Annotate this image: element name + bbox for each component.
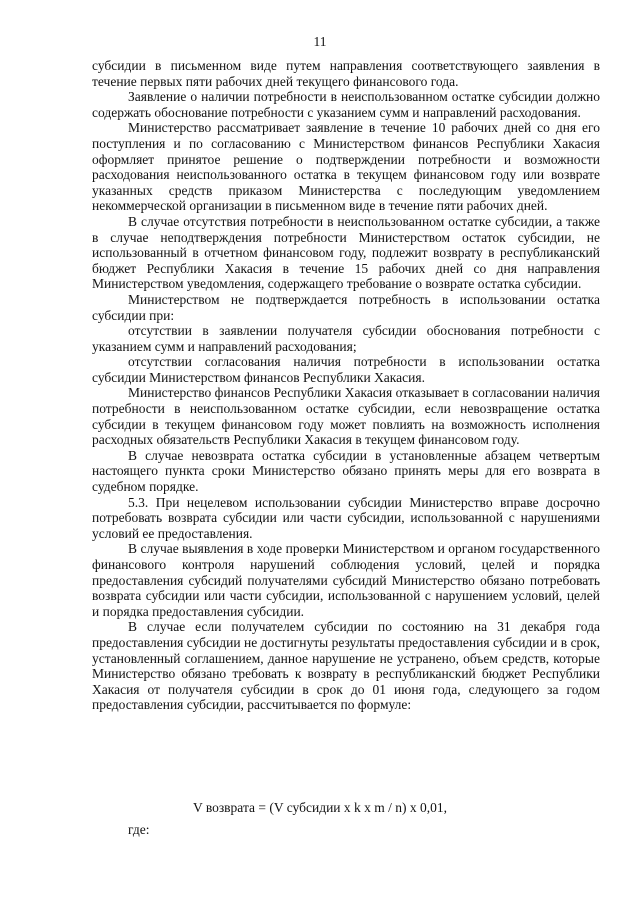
paragraph: Заявление о наличии потребности в неиспользованном остатке субсидии должно содержать обоснование потребности с указанием сумм и направлений расходования. <box>92 89 600 120</box>
document-body <box>92 58 600 713</box>
formula: V возврата = (V субсидии x k x m / n) x 0,01, <box>192 800 448 815</box>
paragraph: В случае отсутствия потребности в неиспользованном остатке субсидии, а также в случае неподтверждения потребности Министерством остаток субсидии, не использованный в отчетном финансовом году, подлежит возврату в республиканский бюджет Республики Хакасия в течение 15 рабочих дней со дня направления Министерством уведомления, содержащего требование о возврате остатка субсидии. <box>92 213 600 292</box>
paragraph: В случае выявления в ходе проверки Министерством и органом государственного финансового контроля нарушений соблюдения условий, целей и порядка предоставления субсидий получателями субсидий Министерство обязано потребовать возврата субсидии или части субсидии, использованной с нарушением условий, целей и порядка предоставления субсидии. <box>92 541 600 619</box>
where-label: где: <box>128 822 150 837</box>
paragraph: Министерство финансов Республики Хакасия отказывает в согласовании наличия потребности в неиспользованном остатке субсидии, если невозвращение остатка субсидии в текущем финансовом году может повлиять на возможность исполнения расходных обязательств Республики Хакасия в текущем финансовом году. <box>92 385 600 448</box>
paragraph: отсутствии согласования наличия потребности в использовании остатка субсидии Министерством финансов Республики Хакасия. <box>92 354 600 385</box>
paragraph: Министерство рассматривает заявление в течение 10 рабочих дней со дня его поступления и по согласованию с Министерством финансов Республики Хакасия оформляет принятое решение о подтверждении потребности и возможности расходования неиспользованного остатка в текущем финансовом году или возврате указанных средств приказом Министерства с последующим уведомлением некоммерческой организации в письменном виде в течение пяти рабочих дней. <box>92 120 600 214</box>
paragraph: отсутствии в заявлении получателя субсидии обоснования потребности с указанием сумм и направлений расходования; <box>92 323 600 354</box>
paragraph: В случае невозврата остатка субсидии в установленные абзацем четвертым настоящего пункта сроки Министерство обязано принять меры для его возврата в судебном порядке. <box>92 447 600 495</box>
paragraph: Министерством не подтверждается потребность в использовании остатка субсидии при: <box>92 291 600 323</box>
paragraph: 5.3. При нецелевом использовании субсидии Министерство вправе досрочно потребовать возврата субсидии или части субсидии, использованной с нарушениями условий ее предоставления. <box>92 494 600 541</box>
paragraph: В случае если получателем субсидии по состоянию на 31 декабря года предоставления субсидии не достигнуты результаты предоставления субсидии и в срок, установленный соглашением, данное нарушение не устранено, объем средств, которые Министерство обязано требовать к возврату в республиканский бюджет Республики Хакасия от получателя субсидии в срок до 01 июня года, следующего за годом предоставления субсидии, рассчитывается по формуле: <box>92 619 600 713</box>
page-number: 11 <box>313 34 327 49</box>
paragraph: субсидии в письменном виде путем направления соответствующего заявления в течение первых пяти рабочих дней текущего финансового года. <box>92 58 600 89</box>
